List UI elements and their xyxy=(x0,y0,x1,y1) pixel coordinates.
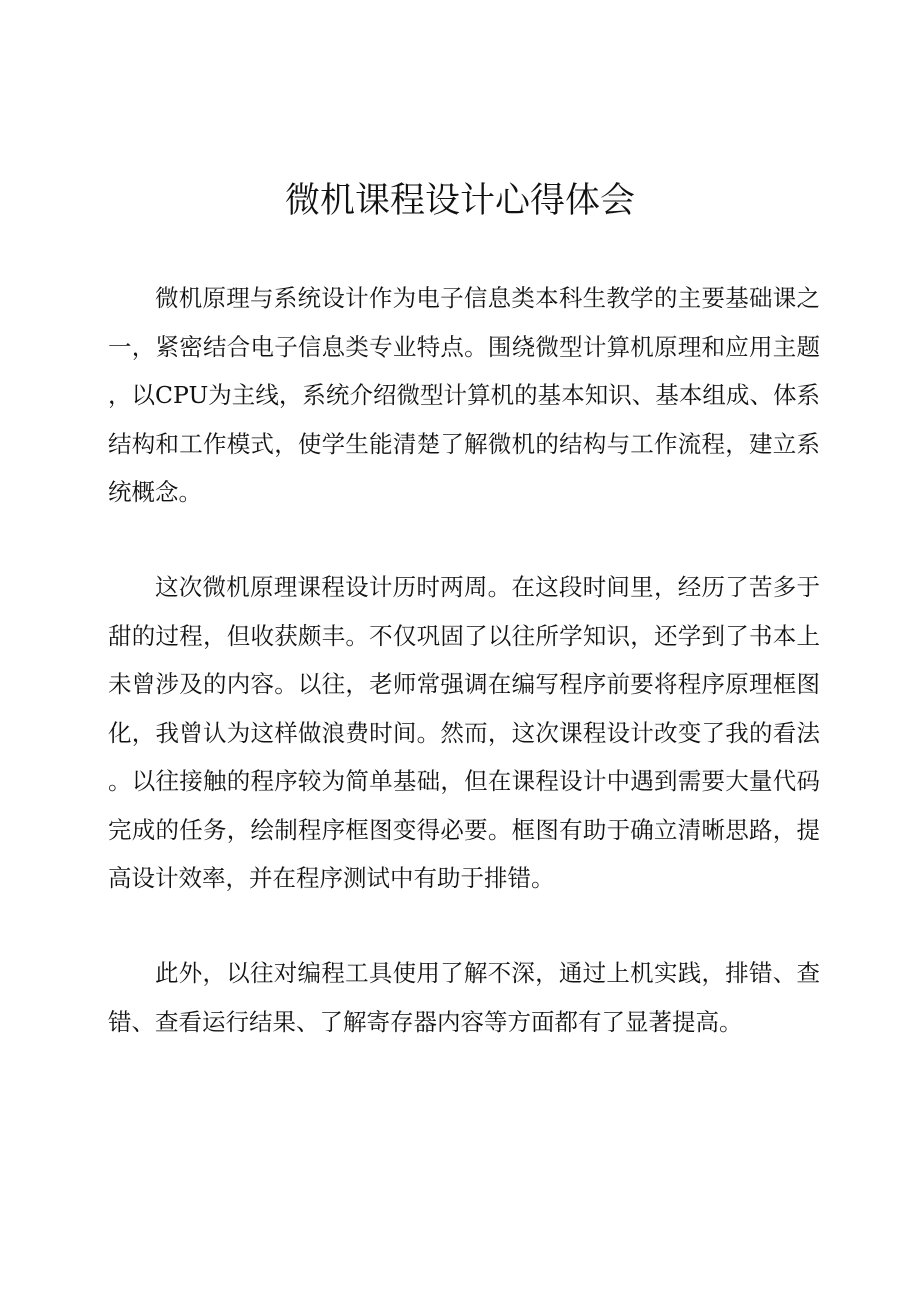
paragraph-1: 微机原理与系统设计作为电子信息类本科生教学的主要基础课之一，紧密结合电子信息类专业特点。围绕微型计算机原理和应用主题，以CPU为主线，系统介绍微型计算机的基本知识、基本组成、体系结构和工作模式，使学生能清楚了解微机的结构与工作流程，建立系统概念。 xyxy=(108,284,820,506)
paragraph-2: 这次微机原理课程设计历时两周。在这段时间里，经历了苦多于甜的过程，但收获颇丰。不仅巩固了以往所学知识，还学到了书本上未曾涉及的内容。以往，老师常强调在编写程序前要将程序原理框图化，我曾认为这样做浪费时间。然而，这次课程设计改变了我的看法。以往接触的程序较为简单基础，但在课程设计中遇到需要大量代码完成的任务，绘制程序框图变得必要。框图有助于确立清晰思路，提高设计效率，并在程序测试中有助于排错。 xyxy=(108,573,820,892)
document-title: 微机课程设计心得体会 xyxy=(284,181,635,221)
paragraph-3: 此外，以往对编程工具使用了解不深，通过上机实践，排错、查错、查看运行结果、了解寄存器内容等方面都有了显著提高。 xyxy=(108,959,820,1036)
